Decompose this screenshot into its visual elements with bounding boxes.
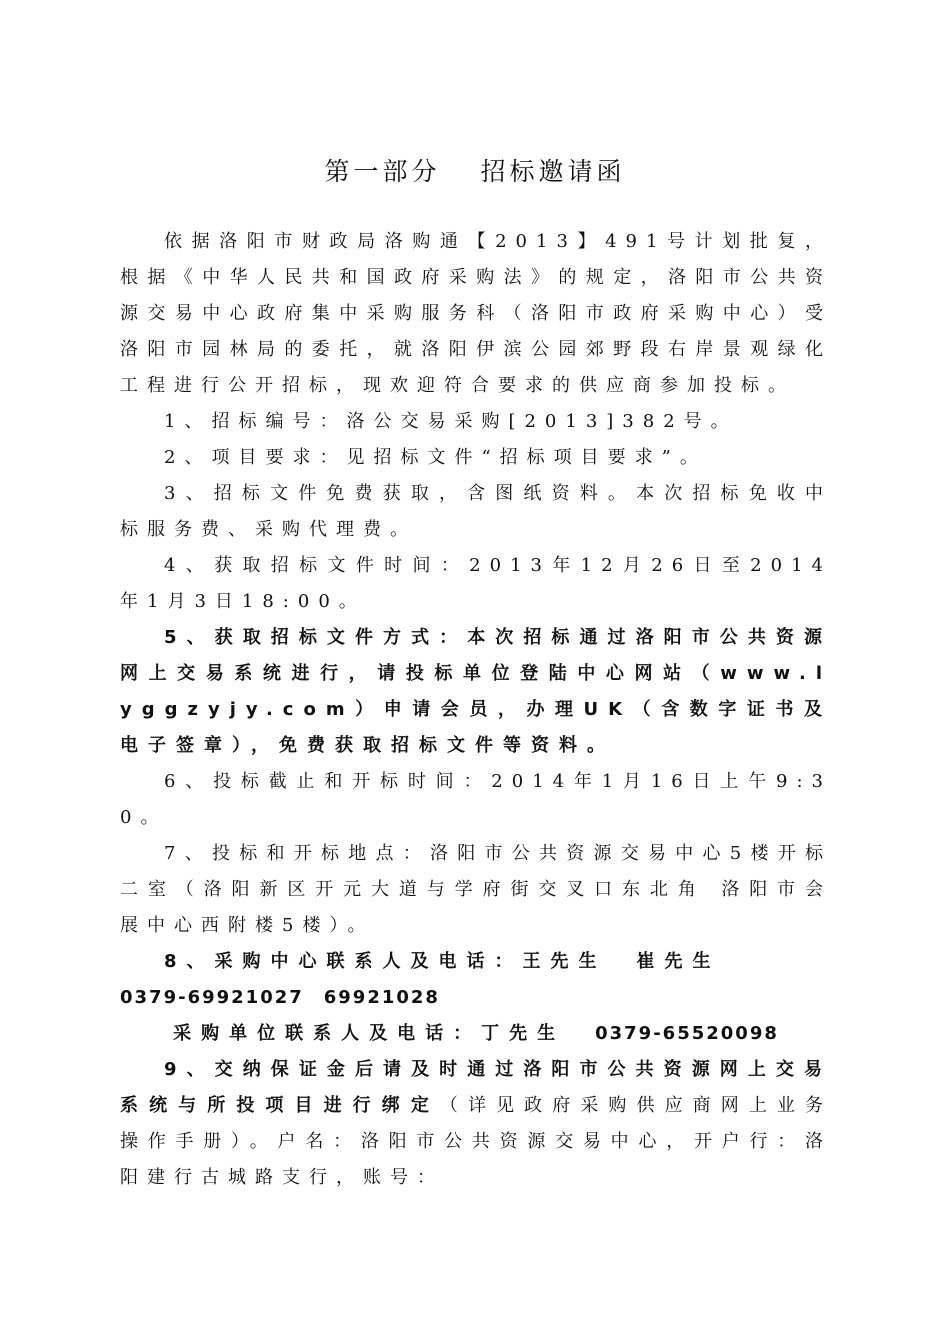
- intro-paragraph: 依据洛阳市财政局洛购通【2013】491号计划批复，根据《中华人民共和国政府采购法》的规定，洛阳市公共资源交易中心政府集中采购服务科（洛阳市政府采购中心）受洛阳市园林局的委托，就洛阳伊滨公园郊野段右岸景观绿化工程进行公开招标，现欢迎符合要求的供应商参加投标。: [120, 231, 832, 396]
- item-9-rest: （详见政府采购供应商网上业务操作手册）。户名：洛阳市公共资源交易中心，开户行：洛阳建行古城路支行，账号：: [120, 1095, 833, 1188]
- item-9: [120, 1052, 832, 1196]
- item-8-name2: 崔先生: [636, 951, 721, 972]
- item-7: 7、投标和开标地点：洛阳市公共资源交易中心5楼开标二室（洛阳新区开元大道与学府街交叉口东北角 洛阳市会展中心西附楼5楼）。: [120, 843, 832, 936]
- buyer-contact: [120, 1016, 832, 1052]
- title-name: 招标邀请函: [480, 157, 626, 186]
- item-2: 2、项目要求：见招标文件“招标项目要求”。: [164, 447, 707, 468]
- item-8-phones: 0379-69921027 69921028: [120, 987, 440, 1008]
- item-4: 4、获取招标文件时间：2013年12月26日至2014年1月3日18:00。: [120, 555, 832, 612]
- buyer-contact-phone: 0379-65520098: [595, 1023, 779, 1044]
- item-6: 6、投标截止和开标时间：2014年1月16日上午9:30。: [120, 771, 832, 828]
- item-9-bold: 9、交纳保证金后请及时通过洛阳市公共资源网上交易系统与所投项目进行绑定: [120, 1059, 832, 1116]
- item-8: [120, 944, 832, 980]
- buyer-contact-label: 采购单位联系人及电话：丁先生: [173, 1023, 566, 1044]
- item-8-label: 8、采购中心联系人及电话：王先生: [164, 951, 607, 972]
- item-5: 5、获取招标文件方式：本次招标通过洛阳市公共资源网上交易系统进行，请投标单位登陆中心网站（www.lyggzyjy.com）申请会员，办理UK（含数字证书及电子签章），免费获取招标文件等资料。: [120, 627, 832, 756]
- page-title: [0, 152, 950, 192]
- document-body: [120, 224, 832, 1196]
- item-3: 3、招标文件免费获取，含图纸资料。本次招标免收中标服务费、采购代理费。: [120, 483, 832, 540]
- item-1: 1、招标编号：洛公交易采购[2013]382号。: [164, 411, 738, 432]
- title-part: 第一部分: [324, 157, 441, 186]
